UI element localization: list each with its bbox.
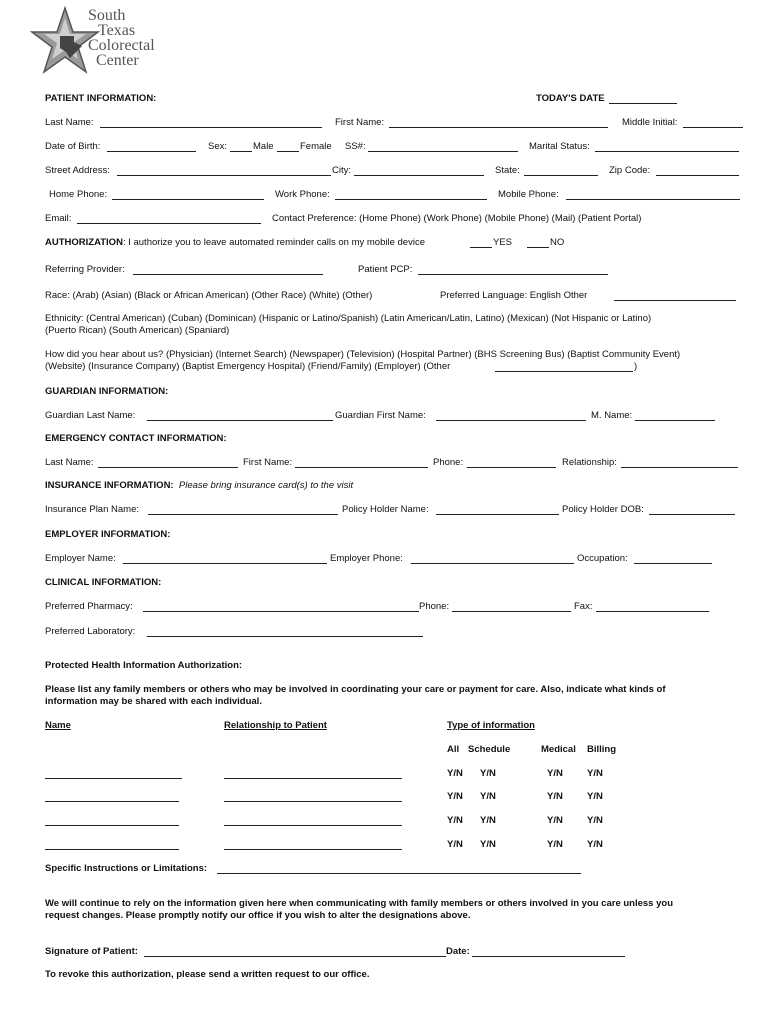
insurance-plan-field[interactable] [148, 514, 338, 515]
column-relationship-header: Relationship to Patient [224, 720, 327, 731]
column-name-header: Name [45, 720, 71, 731]
emergency-relationship-label: Relationship: [562, 457, 617, 468]
authorization-row [45, 237, 425, 248]
table-row-relationship-field[interactable] [224, 849, 402, 850]
referral-source-other-field[interactable] [495, 371, 633, 372]
logo-text-center: Center [96, 52, 139, 69]
ethnicity-options-line1[interactable]: Ethnicity: (Central American) (Cuban) (Dominican) (Hispanic or Latino/Spanish) (Latin American/Latin, Latino) (Mexican) (Not Hispanic or Latino) [45, 313, 652, 324]
guardian-middle-name-field[interactable] [635, 420, 715, 421]
preferred-pharmacy-label: Preferred Pharmacy: [45, 601, 133, 612]
mobile-phone-field[interactable] [566, 199, 740, 200]
table-row-name-field[interactable] [45, 778, 182, 779]
policy-holder-dob-field[interactable] [649, 514, 735, 515]
zip-code-label: Zip Code: [609, 165, 651, 176]
emergency-last-name-label: Last Name: [45, 457, 94, 468]
referral-source-close-paren: ) [634, 361, 638, 372]
employer-name-label: Employer Name: [45, 553, 116, 564]
yn-schedule[interactable]: Y/N [480, 791, 496, 802]
preferred-laboratory-label: Preferred Laboratory: [45, 626, 136, 637]
signature-field[interactable] [144, 956, 446, 957]
guardian-heading: GUARDIAN INFORMATION: [45, 386, 169, 397]
guardian-middle-name-label: M. Name: [591, 410, 633, 421]
state-field[interactable] [524, 175, 598, 176]
employer-heading: EMPLOYER INFORMATION: [45, 529, 171, 540]
marital-status-label: Marital Status: [529, 141, 590, 152]
table-row-name-field[interactable] [45, 849, 179, 850]
phi-instructions-line1: Please list any family members or others who may be involved in coordinating your care or payment for care. Also, indicate what kinds of [45, 684, 666, 695]
contact-preference-options[interactable]: Contact Preference: (Home Phone) (Work Phone) (Mobile Phone) (Mail) (Patient Portal) [272, 213, 642, 224]
emergency-last-name-field[interactable] [98, 467, 238, 468]
middle-initial-field[interactable] [683, 127, 743, 128]
pharmacy-fax-field[interactable] [596, 611, 709, 612]
clinical-heading: CLINICAL INFORMATION: [45, 577, 162, 588]
yn-all[interactable]: Y/N [447, 815, 463, 826]
ssn-field[interactable] [368, 151, 518, 152]
yn-all[interactable]: Y/N [447, 768, 463, 779]
city-label: City: [332, 165, 351, 176]
yn-all[interactable]: Y/N [447, 791, 463, 802]
guardian-last-name-field[interactable] [147, 420, 333, 421]
yn-billing[interactable]: Y/N [587, 768, 603, 779]
column-type-header: Type of information [447, 720, 535, 731]
referring-provider-field[interactable] [133, 274, 323, 275]
phi-heading: Protected Health Information Authorization: [45, 660, 243, 671]
guardian-first-name-field[interactable] [436, 420, 586, 421]
logo-text-south: South [88, 7, 126, 24]
yn-billing[interactable]: Y/N [587, 791, 603, 802]
specific-instructions-label: Specific Instructions or Limitations: [45, 863, 208, 874]
patient-pcp-field[interactable] [418, 274, 608, 275]
yn-medical[interactable]: Y/N [547, 768, 563, 779]
subheader-all: All [447, 744, 460, 755]
dob-field[interactable] [107, 151, 196, 152]
policy-holder-name-label: Policy Holder Name: [342, 504, 429, 515]
yn-all[interactable]: Y/N [447, 839, 463, 850]
logo-text-texas: Texas [98, 22, 136, 39]
emergency-contact-heading: EMERGENCY CONTACT INFORMATION: [45, 433, 227, 444]
referring-provider-label: Referring Provider: [45, 264, 125, 275]
referral-source-line2[interactable]: (Website) (Insurance Company) (Baptist Emergency Hospital) (Friend/Family) (Employer) (Other [45, 361, 451, 372]
preferred-language-other-field[interactable] [614, 300, 736, 301]
city-field[interactable] [354, 175, 484, 176]
table-row-name-field[interactable] [45, 825, 179, 826]
race-options[interactable]: Race: (Arab) (Asian) (Black or African American) (Other Race) (White) (Other) [45, 290, 373, 301]
subheader-medical: Medical [541, 744, 576, 755]
signature-date-field[interactable] [472, 956, 625, 957]
emergency-relationship-field[interactable] [621, 467, 738, 468]
emergency-phone-label: Phone: [433, 457, 464, 468]
logo [30, 6, 160, 78]
table-row-name-field[interactable] [45, 801, 179, 802]
insurance-heading-row [45, 480, 353, 491]
emergency-phone-field[interactable] [467, 467, 556, 468]
last-name-label: Last Name: [45, 117, 94, 128]
authorization-yes-checkbox[interactable] [470, 247, 492, 248]
patient-pcp-label: Patient PCP: [358, 264, 413, 275]
patient-information-heading: PATIENT INFORMATION: [45, 93, 157, 104]
street-address-field[interactable] [117, 175, 331, 176]
authorization-text: : I authorize you to leave automated reminder calls on my mobile device [122, 237, 425, 248]
sex-label: Sex: [208, 141, 228, 152]
state-label: State: [495, 165, 520, 176]
occupation-label: Occupation: [577, 553, 628, 564]
middle-initial-label: Middle Initial: [622, 117, 678, 128]
yn-schedule[interactable]: Y/N [480, 839, 496, 850]
yn-billing[interactable]: Y/N [587, 839, 603, 850]
logo-text-colorectal: Colorectal [88, 37, 155, 54]
policy-holder-name-field[interactable] [436, 514, 559, 515]
yn-medical[interactable]: Y/N [547, 815, 563, 826]
table-row-relationship-field[interactable] [224, 801, 402, 802]
employer-phone-label: Employer Phone: [330, 553, 403, 564]
emergency-first-name-label: First Name: [243, 457, 293, 468]
preferred-laboratory-field[interactable] [147, 636, 423, 637]
first-name-field[interactable] [389, 127, 608, 128]
preferred-pharmacy-field[interactable] [143, 611, 419, 612]
guardian-last-name-label: Guardian Last Name: [45, 410, 136, 421]
ssn-label: SS#: [345, 141, 366, 152]
home-phone-label: Home Phone: [49, 189, 108, 200]
pharmacy-fax-label: Fax: [574, 601, 593, 612]
work-phone-field[interactable] [335, 199, 487, 200]
yn-schedule[interactable]: Y/N [480, 768, 496, 779]
revoke-notice: To revoke this authorization, please send a written request to our office. [45, 969, 370, 980]
table-row-relationship-field[interactable] [224, 778, 402, 779]
emergency-first-name-field[interactable] [295, 467, 428, 468]
signature-label: Signature of Patient: [45, 946, 138, 957]
zip-code-field[interactable] [656, 175, 739, 176]
ethnicity-options-line2[interactable]: (Puerto Rican) (South American) (Spaniard) [45, 325, 230, 336]
male-checkbox[interactable] [230, 151, 252, 152]
pharmacy-phone-label: Phone: [419, 601, 450, 612]
guardian-first-name-label: Guardian First Name: [335, 410, 426, 421]
policy-holder-dob-label: Policy Holder DOB: [562, 504, 644, 515]
authorization-no-checkbox[interactable] [527, 247, 549, 248]
todays-date-field[interactable] [609, 103, 677, 104]
yn-schedule[interactable]: Y/N [480, 815, 496, 826]
pharmacy-phone-field[interactable] [452, 611, 571, 612]
female-label: Female [300, 141, 332, 152]
todays-date-label: TODAY'S DATE [536, 93, 605, 104]
dob-label: Date of Birth: [45, 141, 101, 152]
yn-medical[interactable]: Y/N [547, 839, 563, 850]
authorization-no-label: NO [550, 237, 565, 248]
email-label: Email: [45, 213, 72, 224]
insurance-heading: INSURANCE INFORMATION: [45, 480, 174, 491]
email-field[interactable] [77, 223, 261, 224]
table-row-relationship-field[interactable] [224, 825, 402, 826]
yn-billing[interactable]: Y/N [587, 815, 603, 826]
subheader-billing: Billing [587, 744, 617, 755]
occupation-field[interactable] [634, 563, 712, 564]
phi-instructions-line2: information may be shared with each individual. [45, 696, 262, 707]
marital-status-field[interactable] [595, 151, 739, 152]
subheader-schedule: Schedule [468, 744, 511, 755]
reliance-notice-line1: We will continue to rely on the information given here when communicating with family members or others involved in you care unless you [45, 898, 673, 909]
first-name-label: First Name: [335, 117, 385, 128]
specific-instructions-field[interactable] [217, 873, 581, 874]
signature-date-label: Date: [446, 946, 470, 957]
work-phone-label: Work Phone: [275, 189, 330, 200]
reliance-notice-line2: request changes. Please promptly notify our office if you wish to alter the designations above. [45, 910, 471, 921]
employer-phone-field[interactable] [411, 563, 574, 564]
referral-source-line1[interactable]: How did you hear about us? (Physician) (Internet Search) (Newspaper) (Television) (Hospital Partner) (BHS Screening Bus) (Baptist Community Event) [45, 349, 681, 360]
preferred-language-options[interactable]: Preferred Language: English Other [440, 290, 588, 301]
insurance-note: Please bring insurance card(s) to the visit [178, 480, 354, 491]
yn-medical[interactable]: Y/N [547, 791, 563, 802]
authorization-yes-label: YES [493, 237, 513, 248]
authorization-label: AUTHORIZATION [45, 237, 123, 248]
insurance-plan-label: Insurance Plan Name: [45, 504, 139, 515]
employer-name-field[interactable] [123, 563, 327, 564]
street-address-label: Street Address: [45, 165, 110, 176]
mobile-phone-label: Mobile Phone: [498, 189, 559, 200]
last-name-field[interactable] [100, 127, 322, 128]
male-label: Male [253, 141, 274, 152]
female-checkbox[interactable] [277, 151, 299, 152]
home-phone-field[interactable] [112, 199, 264, 200]
